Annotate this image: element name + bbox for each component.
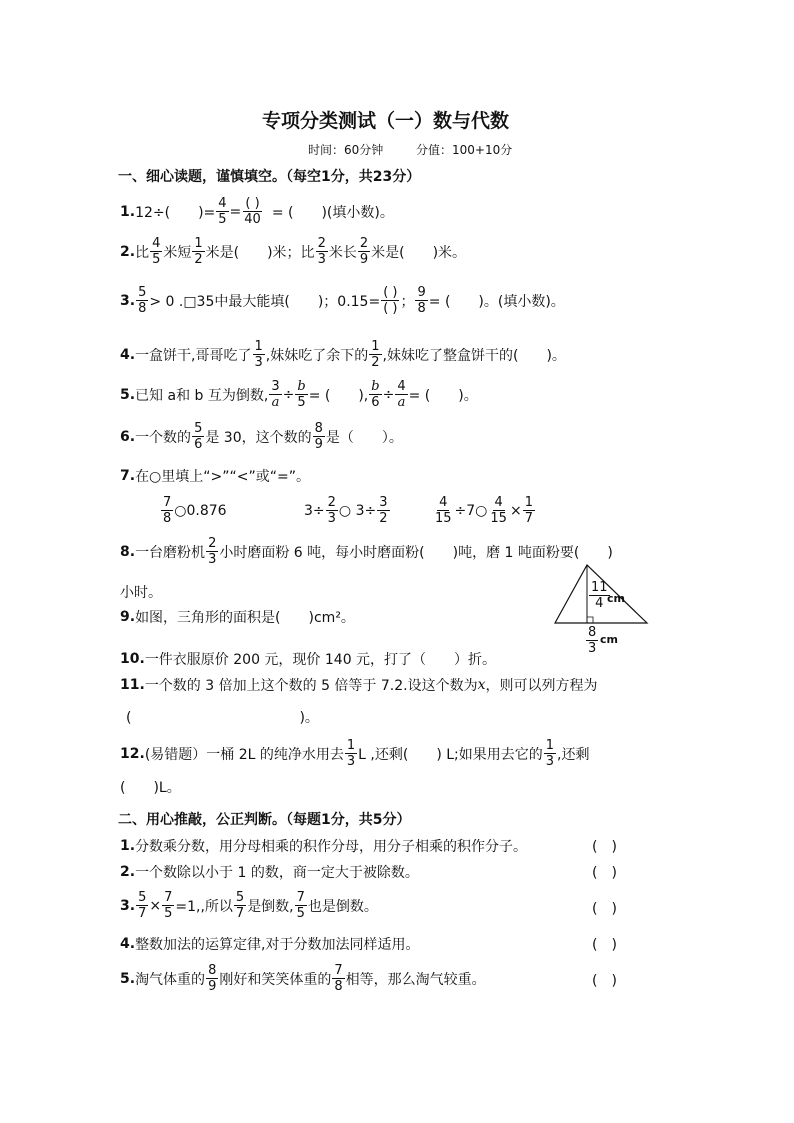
judgment-5-answer-box[interactable]: ( ) xyxy=(592,973,617,989)
question-text: 在○里填上“>”“<”或“=”。 xyxy=(135,469,310,485)
fraction: 7 5 xyxy=(296,890,305,921)
question-number: 11. xyxy=(120,677,145,693)
fraction: 8 9 xyxy=(208,963,217,994)
score-label: 分值：100+10分 xyxy=(416,143,513,157)
question-number: 8. xyxy=(120,543,136,560)
triangle-height-fraction: 11 4 xyxy=(591,580,608,611)
right-angle-mark xyxy=(587,617,593,623)
question-8 xyxy=(120,536,613,567)
expression-text: 3÷ xyxy=(304,502,325,519)
question-text: 分数乘分数，用分母相乘的积作分母，用分子相乘的积作分子。 xyxy=(135,839,528,855)
question-text: 是 30，这个数的 xyxy=(205,429,312,446)
question-text: 整数加法的运算定律,对于分数加法同样适用。 xyxy=(135,937,420,953)
question-text: 米短 xyxy=(163,244,192,261)
fraction: 1 3 xyxy=(545,738,555,769)
question-9 xyxy=(120,607,355,627)
expression-text: × xyxy=(509,502,522,519)
question-text: ； xyxy=(400,293,415,310)
question-text: (易错题）一桶 2L 的纯净水用去 xyxy=(144,746,344,763)
triangle-height-unit: cm xyxy=(607,592,625,605)
question-3 xyxy=(120,285,565,316)
fraction: 1 2 xyxy=(194,236,203,267)
question-text: 12÷( )= xyxy=(135,204,216,221)
question-4 xyxy=(120,339,566,370)
question-7 xyxy=(120,466,310,486)
question-text: 已知 a和 b 互为倒数, xyxy=(135,387,269,404)
fraction: 7 8 xyxy=(163,495,172,526)
operator: × xyxy=(149,897,162,914)
fraction: 7 8 xyxy=(334,963,343,994)
question-text: = ( )(填小数)。 xyxy=(271,204,394,221)
fraction: $\frac{4}{a}$ xyxy=(397,379,406,410)
question-number: 4. xyxy=(120,936,136,952)
question-5 xyxy=(120,379,478,410)
fraction: 2 9 xyxy=(359,236,369,267)
fraction: $\frac{4}{5}$ xyxy=(218,196,227,227)
question-12-continuation: ( )L。 xyxy=(120,780,181,796)
question-text: 米长 xyxy=(328,244,357,261)
question-11 xyxy=(120,675,598,695)
question-number: 2. xyxy=(120,243,136,260)
fraction: $\frac{b}{6}$ xyxy=(371,379,380,410)
fraction: $\frac{b}{5}$ xyxy=(297,379,306,410)
compare-expression-1[interactable] xyxy=(160,495,227,526)
judgment-3-answer-box[interactable]: ( ) xyxy=(592,901,617,917)
equation-blank[interactable]: ( )。 xyxy=(126,710,319,726)
fraction: $\frac{3}{2}$ xyxy=(379,495,388,526)
question-number: 9. xyxy=(120,609,136,625)
question-number: 1. xyxy=(120,838,136,854)
question-text: 小时磨面粉 6 吨，每小时磨面粉( )吨，磨 1 吨面粉要( ) xyxy=(219,544,613,561)
variable-x: x xyxy=(477,677,486,693)
question-text: 是倒数, xyxy=(247,898,294,915)
question-number: 12. xyxy=(120,745,145,762)
fraction: $\frac{3}{a}$ xyxy=(271,379,280,410)
judgment-4-answer-box[interactable]: ( ) xyxy=(592,937,617,953)
judgment-1-answer-box[interactable]: ( ) xyxy=(592,839,617,855)
expression-text: ÷7○ xyxy=(454,502,488,519)
fraction: $\frac{7}{5}$ xyxy=(164,890,173,921)
question-text: 一个数的 xyxy=(135,429,192,446)
question-text: 一个数的 3 倍加上这个数的 5 倍等于 7.2.设这个数为 xyxy=(144,678,478,694)
judgment-5 xyxy=(120,963,486,994)
section-fill-blank-heading: 一、细心读题，谨慎填空。（每空1分，共23分） xyxy=(118,169,421,185)
fraction: $\frac{4}{15}$ xyxy=(490,495,507,526)
question-text: 米是( )米；比 xyxy=(205,244,315,261)
question-text: ,妹妹吃了余下的 xyxy=(265,347,369,364)
judgment-2-answer-box[interactable]: ( ) xyxy=(592,865,617,881)
fraction: 4 5 xyxy=(152,236,161,267)
expression-text: ○0.876 xyxy=(174,502,227,519)
question-text: ,还剩 xyxy=(557,746,590,763)
question-2 xyxy=(120,236,466,267)
fraction: 1 2 xyxy=(371,339,380,370)
question-text: = ( )。(填小数)。 xyxy=(428,293,565,310)
judgment-4 xyxy=(120,934,420,954)
fraction: $\frac{4}{15}$ xyxy=(435,495,452,526)
question-number: 5. xyxy=(120,386,136,403)
question-number: 1. xyxy=(120,203,136,220)
question-text: ,妹妹吃了整盒饼干的( )。 xyxy=(382,347,566,364)
page-title: 专项分类测试（一）数与代数 xyxy=(262,110,510,132)
question-text: 淘气体重的 xyxy=(135,971,206,988)
question-number: 2. xyxy=(120,864,136,880)
question-text: = xyxy=(229,203,242,220)
judgment-1 xyxy=(120,836,527,856)
fraction: $\frac{2}{3}$ xyxy=(327,495,336,526)
fraction: 5 7 xyxy=(235,890,245,921)
question-text: 相等，那么淘气较重。 xyxy=(345,971,486,988)
question-text: = ( )。 xyxy=(408,387,478,404)
fraction: 8 9 xyxy=(314,421,323,452)
fraction: 1 3 xyxy=(346,738,356,769)
question-number: 3. xyxy=(120,897,136,914)
operator: ÷ xyxy=(382,386,395,403)
fraction: $\frac{9}{8}$ xyxy=(417,285,426,316)
question-12 xyxy=(120,738,590,769)
question-text: 刚好和笑笑体重的 xyxy=(219,971,332,988)
triangle-base-unit: cm xyxy=(600,633,618,646)
question-8-continuation: 小时。 xyxy=(120,585,162,601)
time-label: 时间：60分钟 xyxy=(308,143,384,157)
question-text: = ( ), xyxy=(308,387,369,404)
question-text: 一盒饼干,哥哥吃了 xyxy=(135,347,252,364)
question-number: 3. xyxy=(120,292,136,309)
question-text: 一件衣服原价 200 元，现价 140 元，打了（ ）折。 xyxy=(144,652,497,668)
question-number: 7. xyxy=(120,468,136,484)
question-text: ，则可以列方程为 xyxy=(485,678,598,694)
fraction-blank[interactable]: ( ) ( ) xyxy=(383,285,398,316)
fraction: $\frac{1}{7}$ xyxy=(524,495,533,526)
fraction: 2 3 xyxy=(208,536,217,567)
question-text: =1,,所以 xyxy=(175,898,233,915)
expression-text: ○ 3÷ xyxy=(338,502,377,519)
question-text: L ,还剩( ) L;如果用去它的 xyxy=(358,746,543,763)
judgment-2 xyxy=(120,862,419,882)
fraction-blank[interactable]: ( ) 40 xyxy=(244,196,261,227)
question-text: 如图，三角形的面积是( )cm²。 xyxy=(135,610,355,626)
operator: ÷ xyxy=(282,386,295,403)
section-judgment-heading: 二、用心推敲，公正判断。（每题1分，共5分） xyxy=(118,812,411,828)
fraction: 2 3 xyxy=(317,236,326,267)
fraction: 5 6 xyxy=(194,421,203,452)
compare-expression-3[interactable] xyxy=(432,495,536,526)
question-number: 5. xyxy=(120,970,136,987)
judgment-3 xyxy=(120,890,378,921)
question-number: 4. xyxy=(120,346,136,363)
question-10 xyxy=(120,649,496,669)
question-text: 米是( )米。 xyxy=(371,244,467,261)
question-text: 一个数除以小于 1 的数，商一定大于被除数。 xyxy=(135,865,419,881)
question-number: 10. xyxy=(120,651,145,667)
question-text: 也是倒数。 xyxy=(307,898,378,915)
triangle-base-fraction: 8 3 xyxy=(588,625,597,656)
question-6 xyxy=(120,421,403,452)
fraction: $\frac{5}{7}$ xyxy=(138,890,147,921)
question-1 xyxy=(120,196,394,227)
question-number: 6. xyxy=(120,428,136,445)
question-text: 一台磨粉机 xyxy=(135,544,206,561)
question-text: > 0 .□35中最大能填( )；0.15= xyxy=(149,293,381,310)
question-text: 比 xyxy=(135,244,150,261)
fraction: 5 8 xyxy=(138,285,147,316)
compare-expression-2[interactable] xyxy=(304,495,391,526)
question-text: 是（ ）。 xyxy=(325,429,403,446)
fraction: 1 3 xyxy=(254,339,263,370)
